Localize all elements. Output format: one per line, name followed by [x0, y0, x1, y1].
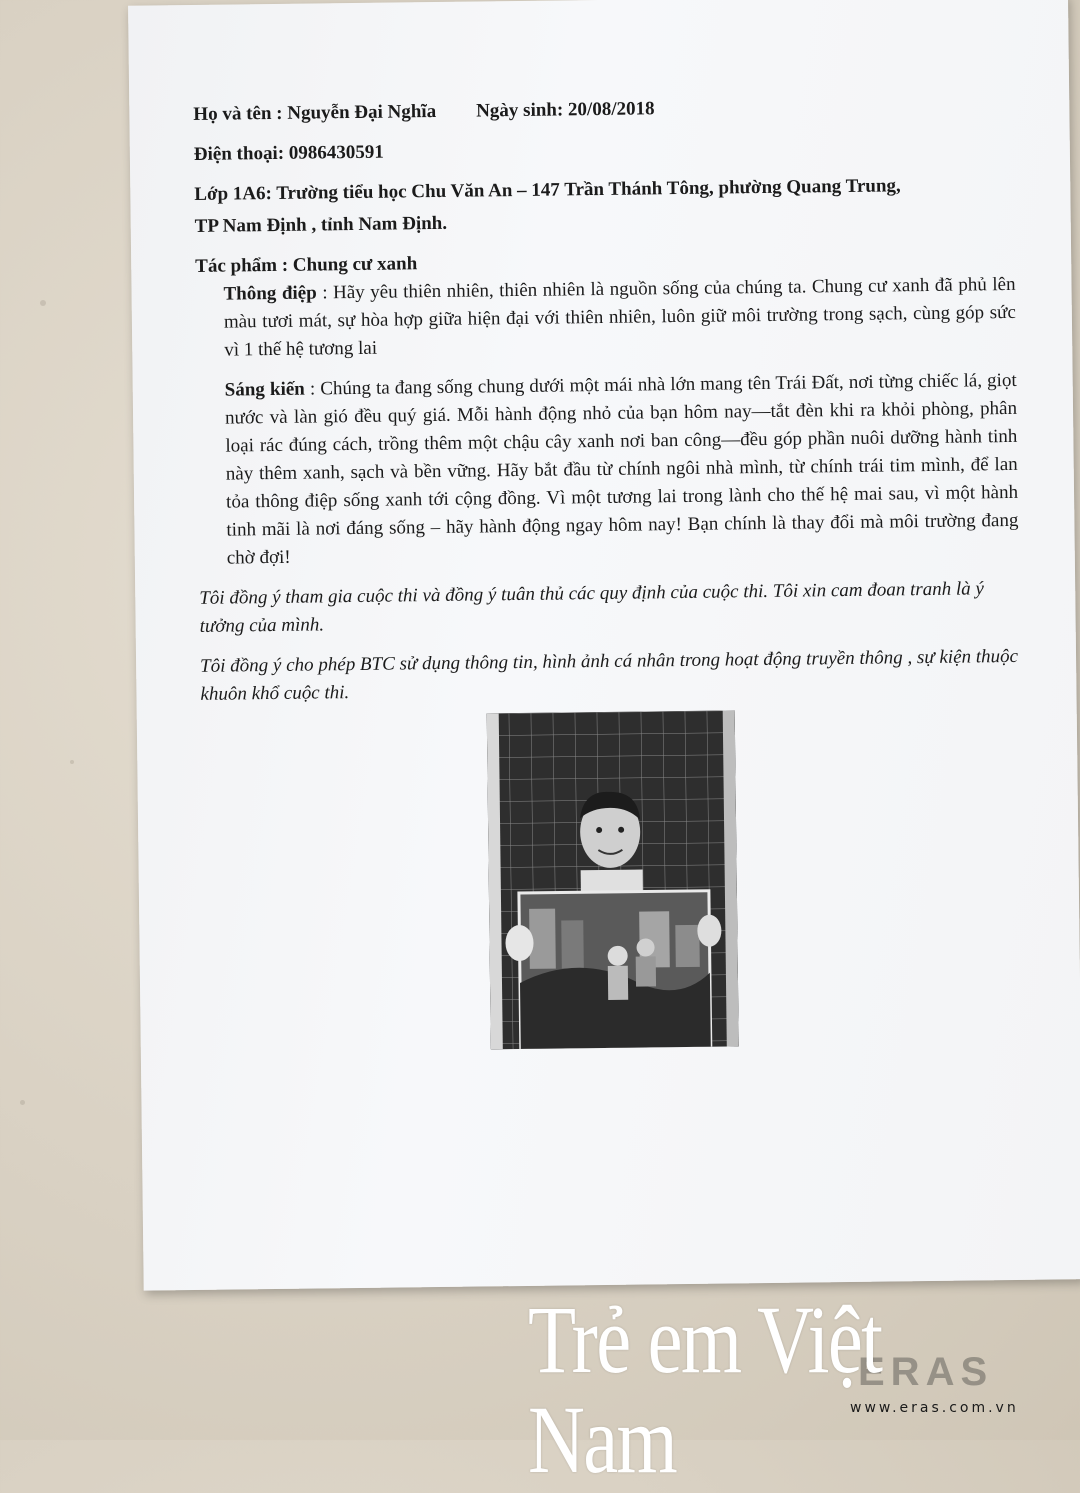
pledge-participation: Tôi đồng ý tham gia cuộc thi và đồng ý tuân thủ các quy định của cuộc thi. Tôi xin cam đoan tranh là ý tưởng của mình. — [199, 578, 985, 637]
message-paragraph — [195, 271, 1016, 365]
registration-sheet — [128, 0, 1080, 1291]
message-label: Thông điệp — [223, 282, 317, 305]
watermark-title: Trẻ em Việt Nam — [528, 1286, 882, 1493]
watermark-url: www.eras.com.vn — [850, 1400, 1019, 1416]
pledge-media-consent: Tôi đồng ý cho phép BTC sử dụng thông tin, hình ảnh cá nhân trong hoạt động truyền thông , sự kiện thuộc khuôn khổ cuộc thi. — [199, 645, 1019, 705]
name-line: Họ và tên : Nguyễn Đại Nghĩa — [193, 100, 437, 125]
initiative-paragraph — [197, 367, 1019, 573]
initiative-label: Sáng kiến — [224, 378, 305, 401]
eras-logo: ERAS — [858, 1350, 994, 1394]
background-speck — [70, 760, 74, 764]
background-speck — [20, 1100, 25, 1105]
sheet-content — [193, 77, 1021, 709]
background-speck — [40, 300, 46, 306]
message-text: : Hãy yêu thiên nhiên, thiên nhiên là nguồn sống của chúng ta. Chung cư xanh đã phủ lên màu tươi mát, sự hòa hợp giữa hiện đại với thiên nhiên, luôn giữ môi trường trong sạch, cùng góp sức vì 1 thế hệ tương lai — [223, 273, 1016, 361]
birth-line: Ngày sinh: 20/08/2018 — [476, 98, 655, 122]
class-line-2: TP Nam Định , tỉnh Nam Định. — [194, 212, 448, 237]
class-line-1: Lớp 1A6: Trường tiểu học Chu Văn An – 147 Trần Thánh Tông, phường Quang Trung, — [194, 175, 901, 205]
work-title-line: Tác phẩm : Chung cư xanh — [195, 253, 418, 277]
student-photo — [487, 710, 739, 1049]
student-photo-illustration — [487, 710, 739, 1049]
phone-line: Điện thoại: 0986430591 — [193, 141, 384, 165]
initiative-text: : Chúng ta đang sống chung dưới một mái nhà lớn mang tên Trái Đất, nơi từng chiếc lá, giọt nước và làn gió đều quý giá. Mỗi hành động nhỏ của bạn hôm nay—tắt đèn khi ra khỏi phòng, phân loại rác đúng cách, trồng thêm một chậu cây xanh nơi ban công—đều góp phần nuôi dưỡng hành tinh này thêm xanh, sạch và bền vững. Hãy bắt đầu từ chính ngôi nhà mình, từ chính trái tim mình, để lan tỏa thông điệp sống xanh tới cộng đồng. Vì một tương lai trong lành cho thế hệ mai sau, vì một hành tinh mãi là nơi đáng sống – hãy hành động ngay hôm nay! Bạn chính là thay đổi mà môi trường đang chờ đợi! — [224, 369, 1019, 569]
